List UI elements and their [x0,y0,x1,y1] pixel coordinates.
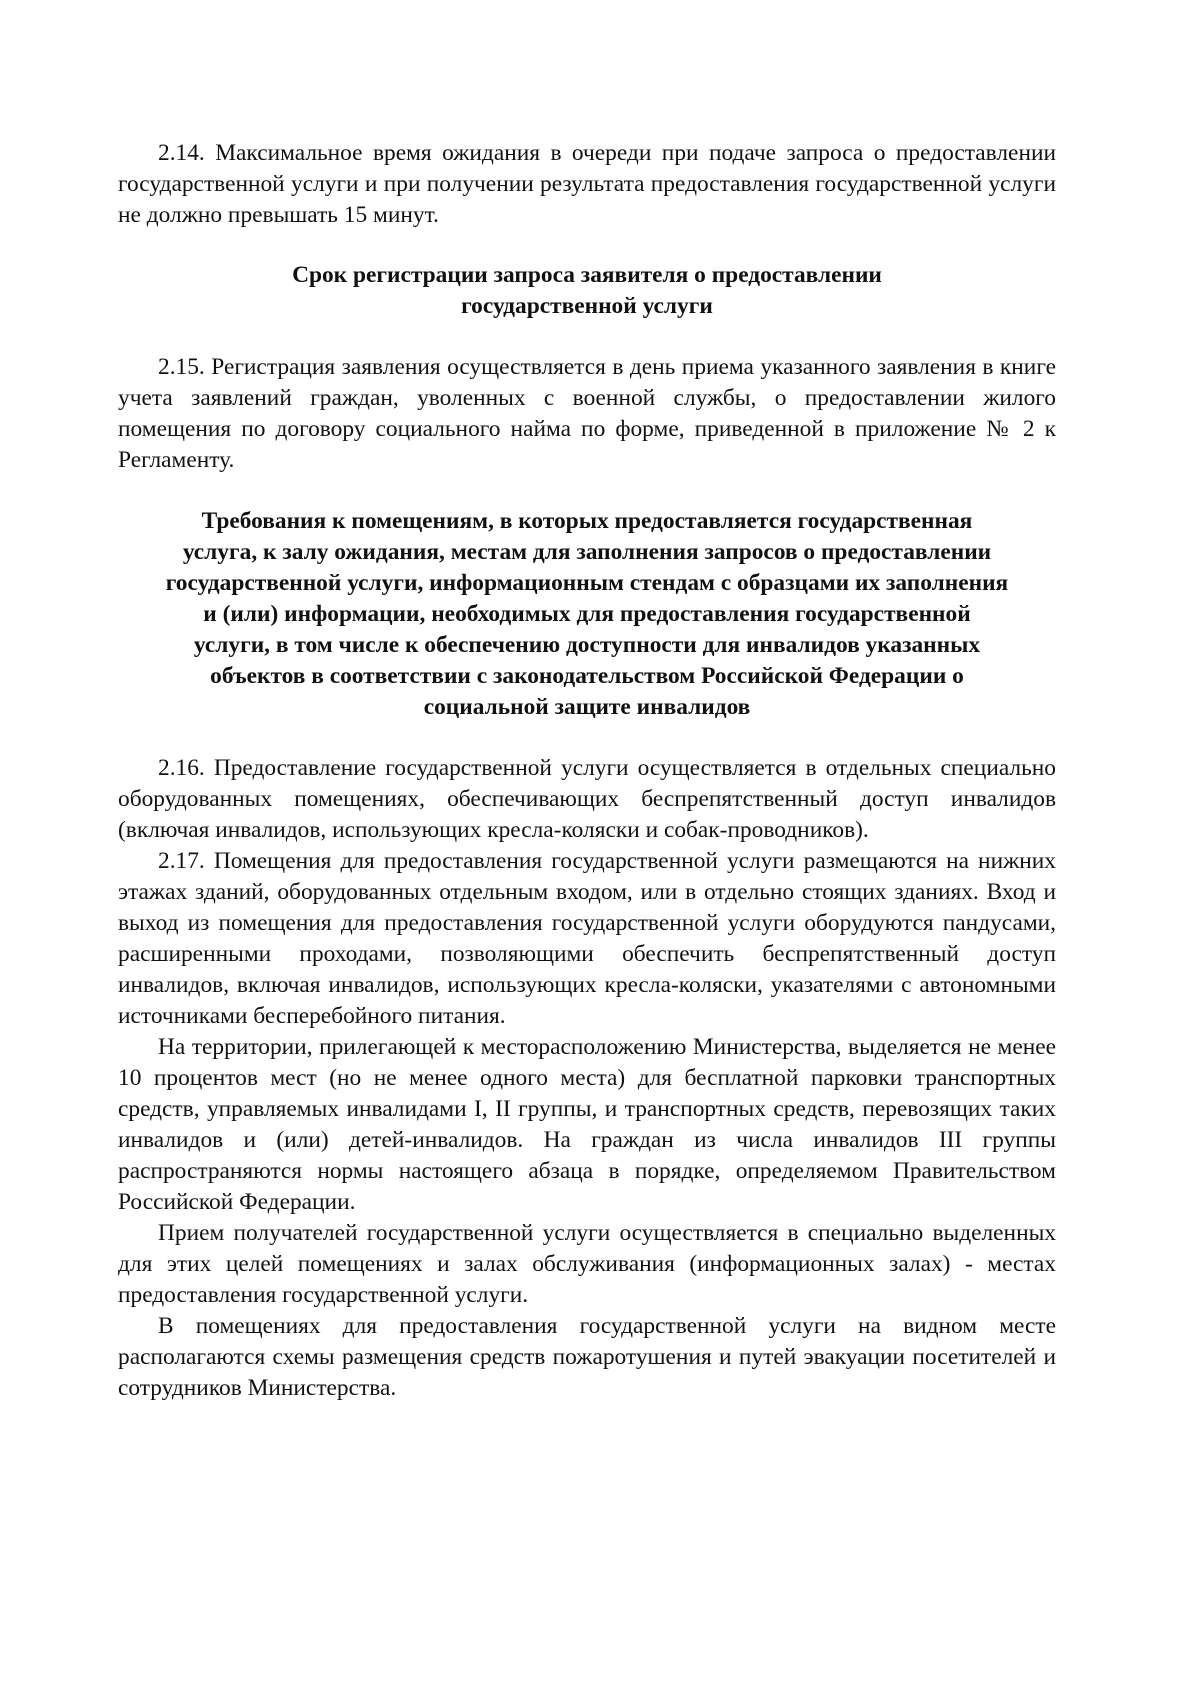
paragraph-2-14: 2.14. Максимальное время ожидания в очереди при подаче запроса о предоставлении государственной услуги и при получении результата предоставления государственной услуги не должно превышать 15 минут. [118,140,1056,228]
heading-line: государственной услуги, информационным стендам с образцами их заполнения [165,570,1009,596]
heading-registration-term [118,260,1056,322]
heading-line: услуги, в том числе к обеспечению доступности для инвалидов указанных [193,632,981,658]
heading-line: Срок регистрации запроса заявителя о предоставлении [292,262,882,288]
spacer [118,476,1056,506]
spacer [118,231,1056,260]
paragraph-2-15: 2.15. Регистрация заявления осуществляется в день приема указанного заявления в книге учета заявлений граждан, уволенных с военной службы, о предоставлении жилого помещения по договору социального найма по форме, приведенной в приложение № 2 к Регламенту. [118,354,1056,473]
paragraph-evacuation: В помещениях для предоставления государственной услуги на видном месте располагаются схемы размещения средств пожаротушения и путей эвакуации посетителей и сотрудников Министерства. [118,1313,1056,1401]
paragraph-parking: На территории, прилегающей к месторасположению Министерства, выделяется не менее 10 процентов мест (но не менее одного места) для бесплатной парковки транспортных средств, управляемых инвалидами I, II группы, и транспортных средств, перевозящих таких инвалидов и (или) детей-инвалидов. На граждан из числа инвалидов III группы распространяются нормы настоящего абзаца в порядке, определяемом Правительством Российской Федерации. [118,1034,1056,1215]
heading-line: государственной услуги [461,293,713,319]
heading-line: Требования к помещениям, в которых предоставляется государственная [201,508,973,534]
paragraph-2-17: 2.17. Помещения для предоставления государственной услуги размещаются на нижних этажах зданий, оборудованных отдельным входом, или в отдельно стоящих зданиях. Вход и выход из помещения для предоставления государственной услуги оборудуются пандусами, расширенными проходами, позволяющими обеспечить беспрепятственный доступ инвалидов, включая инвалидов, использующих кресла-коляски, указателями с автономными источниками бесперебойного питания. [118,848,1056,1029]
heading-line: и (или) информации, необходимых для предоставления государственной [203,601,971,627]
document-page [118,138,1056,1404]
heading-premises-requirements [118,506,1056,723]
heading-line: услуга, к залу ожидания, местам для заполнения запросов о предоставлении [182,539,992,565]
heading-line: социальной защите инвалидов [423,694,751,720]
paragraph-2-16: 2.16. Предоставление государственной услуги осуществляется в отдельных специально оборудованных помещениях, обеспечивающих беспрепятственный доступ инвалидов (включая инвалидов, использующих кресла-коляски и собак-проводников). [118,755,1056,843]
paragraph-reception: Прием получателей государственной услуги осуществляется в специально выделенных для этих целей помещениях и залах обслуживания (информационных залах) - местах предоставления государственной услуги. [118,1220,1056,1308]
spacer [118,322,1056,352]
heading-line: объектов в соответствии с законодательством Российской Федерации о [210,663,964,689]
spacer [118,723,1056,753]
